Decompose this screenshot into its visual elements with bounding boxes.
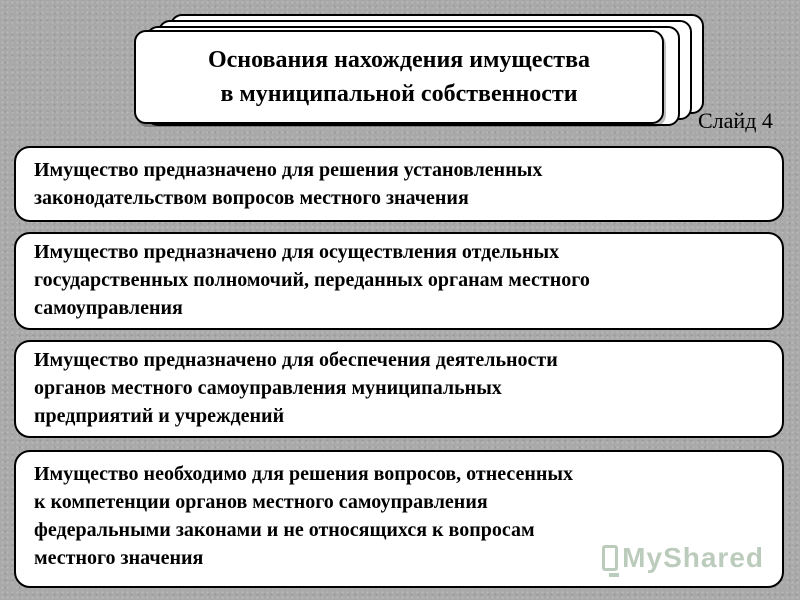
watermark-text: MyShared bbox=[622, 542, 764, 573]
watermark-logo bbox=[602, 538, 764, 578]
reason-box-2: Имущество предназначено для осуществления отдельных государственных полномочий, переданных органам местного самоуправления bbox=[14, 232, 784, 330]
reason-box-4: Имущество необходимо для решения вопросов, отнесенных к компетенции органов местного самоуправления федеральными законами и не относящихся к вопросам местного значения bbox=[14, 450, 784, 588]
monitor-icon bbox=[602, 545, 618, 571]
slide-number-label: Слайд 4 bbox=[698, 108, 773, 133]
reason-box-1: Имущество предназначено для решения установленных законодательством вопросов местного значения bbox=[14, 146, 784, 222]
page-title: Основания нахождения имущества в муниципальной собственности bbox=[207, 47, 591, 107]
title-card bbox=[134, 30, 664, 124]
reason-box-3: Имущество предназначено для обеспечения деятельности органов местного самоуправления муниципальных предприятий и учреждений bbox=[14, 340, 784, 438]
